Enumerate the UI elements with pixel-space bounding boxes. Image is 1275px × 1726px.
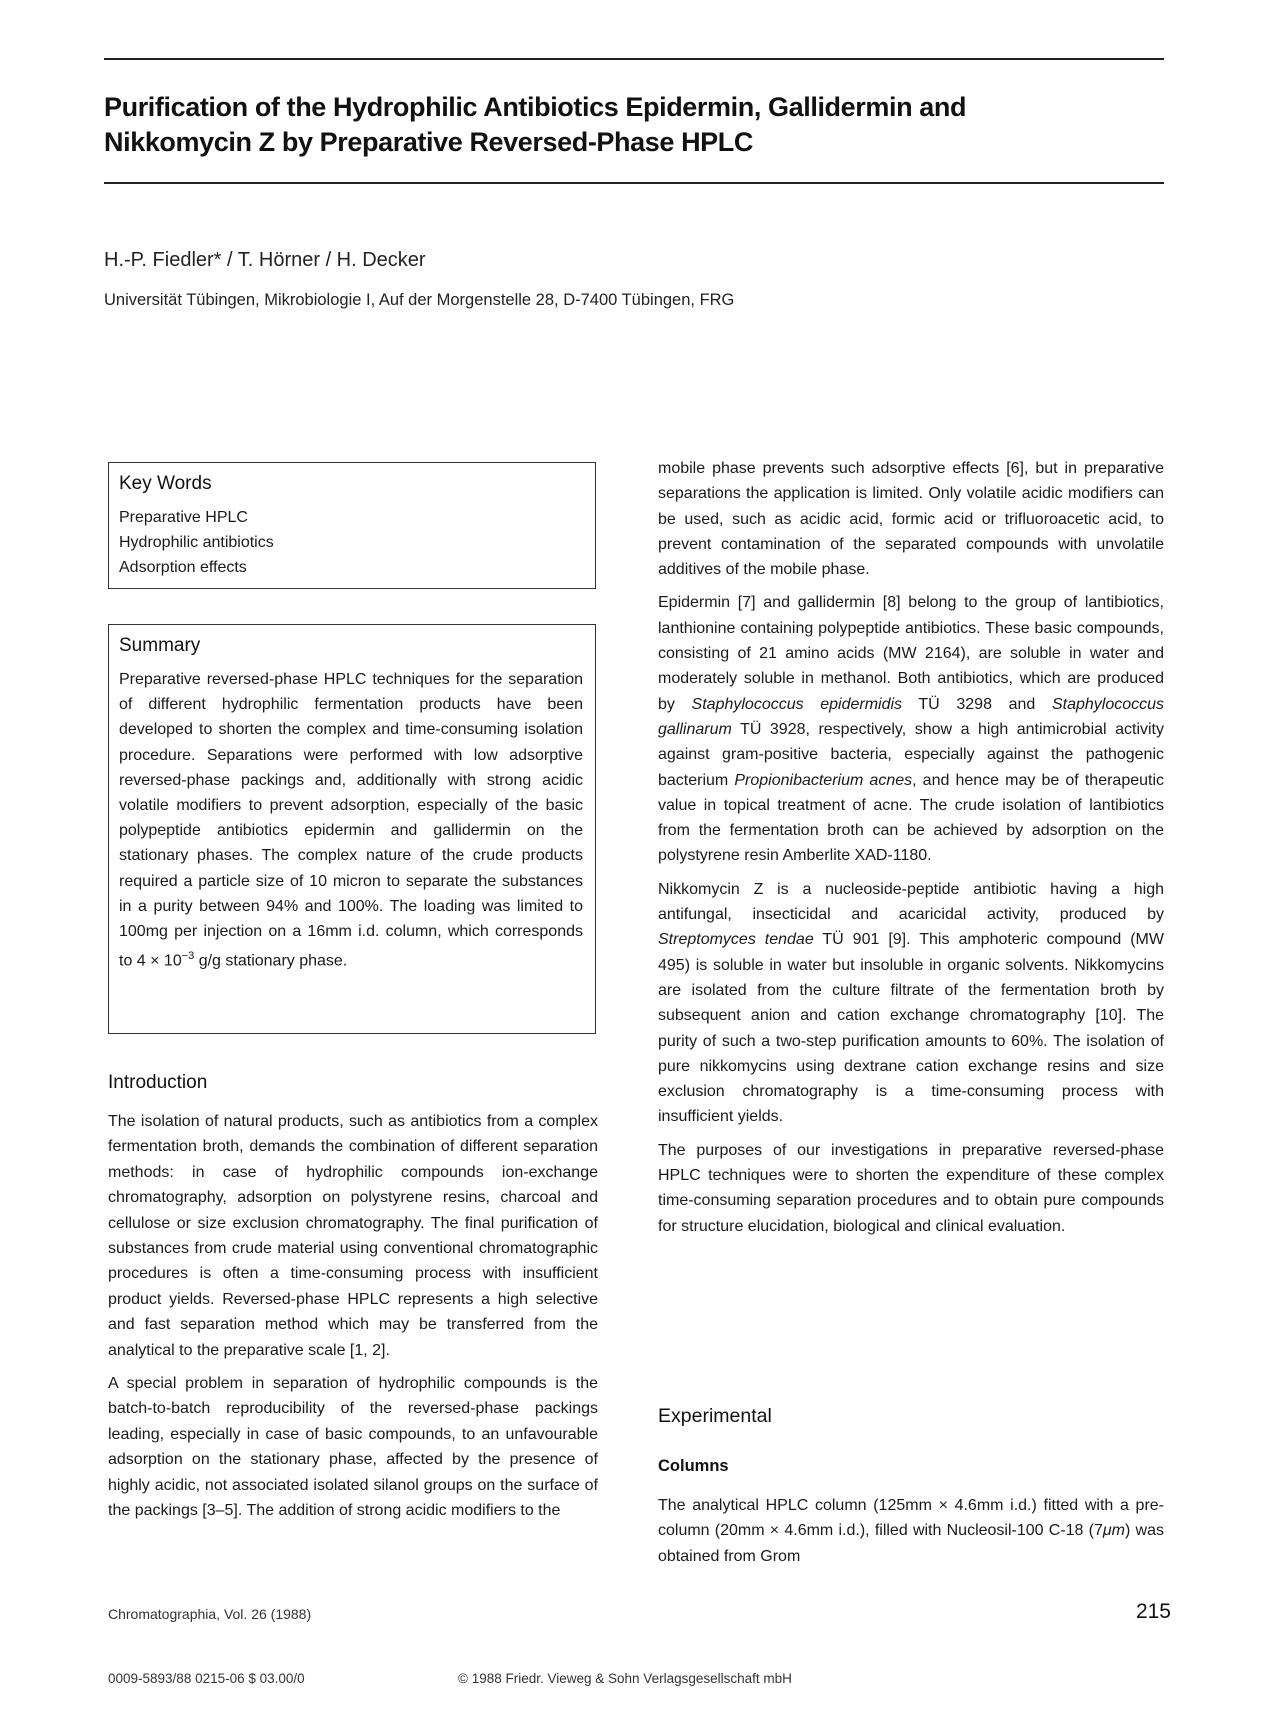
paper-title: [104, 90, 1164, 160]
para2-text-b: TÜ 3298 and: [902, 695, 1052, 713]
keywords-heading: Key Words: [119, 473, 212, 494]
summary-heading: Summary: [119, 635, 201, 656]
species-name: Streptomyces tendae: [658, 931, 814, 949]
introduction-paragraph-1: The isolation of natural products, such as antibiotics from a complex fermentation broth, demands the combination of different separation methods: in case of hydrophilic compounds ion-exchange chromatography, adsorption on polystyrene resins, charcoal and cellulose or size exclusion chromatography. The final purification of substances from crude material using conventional chromatographic procedures is often a time-consuming process with insufficient product yields. Reversed-phase HPLC represents a high selective and fast separation method which may be transferred from the analytical to the preparative scale [1, 2].: [108, 1113, 598, 1359]
columns-text-b: ) was obtained from Grom: [658, 1522, 1164, 1565]
affiliation: Universität Tübingen, Mikrobiologie I, Auf der Morgenstelle 28, D-7400 Tübingen, FRG: [104, 291, 735, 309]
right-paragraph-2: [658, 590, 1164, 868]
summary-text: [119, 667, 583, 974]
page-number: 215: [1135, 1600, 1171, 1623]
columns-paragraph: [658, 1493, 1164, 1569]
right-paragraph-1: mobile phase prevents such adsorptive effects [6], but in preparative separations the application is limited. Only volatile acidic modifiers can be used, such as acidic acid, formic acid or trifluoroacetic acid, to prevent contamination of the separated compounds with unvolatile additives of the mobile phase.: [658, 460, 1164, 579]
summary-exponent: −3: [181, 950, 195, 963]
left-column: [108, 1109, 598, 1524]
authors: H.-P. Fiedler* / T. Hörner / H. Decker: [104, 249, 426, 271]
introduction-paragraph-2: A special problem in separation of hydrophilic compounds is the batch-to-batch reproducibility of the reversed-phase packings leading, especially in case of basic compounds, to an unfavourable adsorption on the stationary phase, affected by the presence of highly acidic, not associated isolated silanol groups on the surface of the packings [3–5]. The addition of strong acidic modifiers to the: [108, 1375, 598, 1520]
para3-text-a: Nikkomycin Z is a nucleoside-peptide antibiotic having a high antifungal, insecticidal and acaricidal activity, produced by: [658, 880, 1164, 924]
right-column: [658, 456, 1164, 1239]
species-name: Staphylococcus epidermidis: [691, 695, 903, 713]
footer-journal: Chromatographia, Vol. 26 (1988): [108, 1606, 312, 1622]
introduction-heading: Introduction: [108, 1072, 208, 1093]
summary-text-end: g/g stationary phase.: [194, 952, 348, 970]
species-name: Staphylococcus gallinarum: [658, 695, 1165, 738]
unit-micrometer: μm: [1102, 1522, 1125, 1540]
title-bottom-rule: [104, 182, 1164, 184]
experimental-heading: Experimental: [658, 1405, 772, 1427]
para2-text-d: , and hence may be of therapeutic value in topical treatment of acne. The crude isolation of lantibiotics from the fermentation broth can be achieved by adsorption on the polystyrene resin Amberlite XAD-1180.: [658, 771, 1165, 865]
right-paragraph-3: [658, 877, 1164, 1130]
keywords-list: [119, 505, 583, 580]
summary-box: [108, 624, 596, 1034]
summary-text-main: Preparative reversed-phase HPLC techniques for the separation of different hydrophilic fermentation products have been developed to shorten the complex and time-consuming isolation procedure. Separations were performed with low adsorptive reversed-phase packings and, additionally with strong acidic volatile modifiers to prevent adsorption, especially of the basic polypeptide antibiotics epidermin and gallidermin on the stationary phases. The complex nature of the crude products required a particle size of 10 micron to separate the substances in a purity between 94% and 100%. The loading was limited to 100mg per injection on a 16mm i.d. column, which corresponds to 4 × 10: [119, 671, 583, 970]
top-rule: [104, 58, 1164, 60]
right-paragraph-4: The purposes of our investigations in preparative reversed-phase HPLC techniques were to shorten the expenditure of these complex time-consuming separation procedures and to obtain pure compounds for structure elucidation, biological and clinical evaluation.: [658, 1141, 1164, 1235]
species-name: Propionibacterium acnes: [734, 771, 913, 789]
title-line-2: Nikkomycin Z by Preparative Reversed-Phase HPLC: [104, 127, 753, 157]
keyword-item: Preparative HPLC: [119, 509, 248, 526]
footer-copyright: © 1988 Friedr. Vieweg & Sohn Verlagsgesellschaft mbH: [458, 1671, 792, 1686]
title-line-1: Purification of the Hydrophilic Antibiotics Epidermin, Gallidermin and: [104, 92, 967, 122]
para2-text-c: TÜ 3928, respectively, show a high antimicrobial activity against gram-positive bacteria, especially against the pathogenic bacterium: [658, 720, 1164, 789]
para2-text-a: Epidermin [7] and gallidermin [8] belong to the group of lantibiotics, lanthionine containing polypeptide antibiotics. These basic compounds, consisting of 21 amino acids (MW 2164), are soluble in water and moderately soluble in methanol. Both antibiotics, which are produced by: [658, 594, 1164, 713]
keywords-box: [108, 462, 596, 589]
para3-text-b: TÜ 901 [9]. This amphoteric compound (MW 495) is soluble in water but insoluble in organic solvents. Nikkomycins are isolated from the culture filtrate of the fermentation broth by subsequent anion and cation exchange chromatography [10]. The purity of such a two-step purification amounts to 60%. The isolation of pure nikkomycins using dextrane cation exchange resins and size exclusion chromatography is a time-consuming process with insufficient yields.: [658, 931, 1164, 1126]
keyword-item: Hydrophilic antibiotics: [119, 534, 274, 551]
footer-code: 0009-5893/88 0215-06 $ 03.00/0: [108, 1671, 305, 1686]
columns-text-a: The analytical HPLC column (125mm × 4.6mm i.d.) fitted with a pre-column (20mm × 4.6mm i.d.), filled with Nucleosil-100 C-18 (7: [658, 1497, 1164, 1540]
columns-subheading: Columns: [658, 1457, 729, 1475]
keyword-item: Adsorption effects: [119, 559, 247, 576]
